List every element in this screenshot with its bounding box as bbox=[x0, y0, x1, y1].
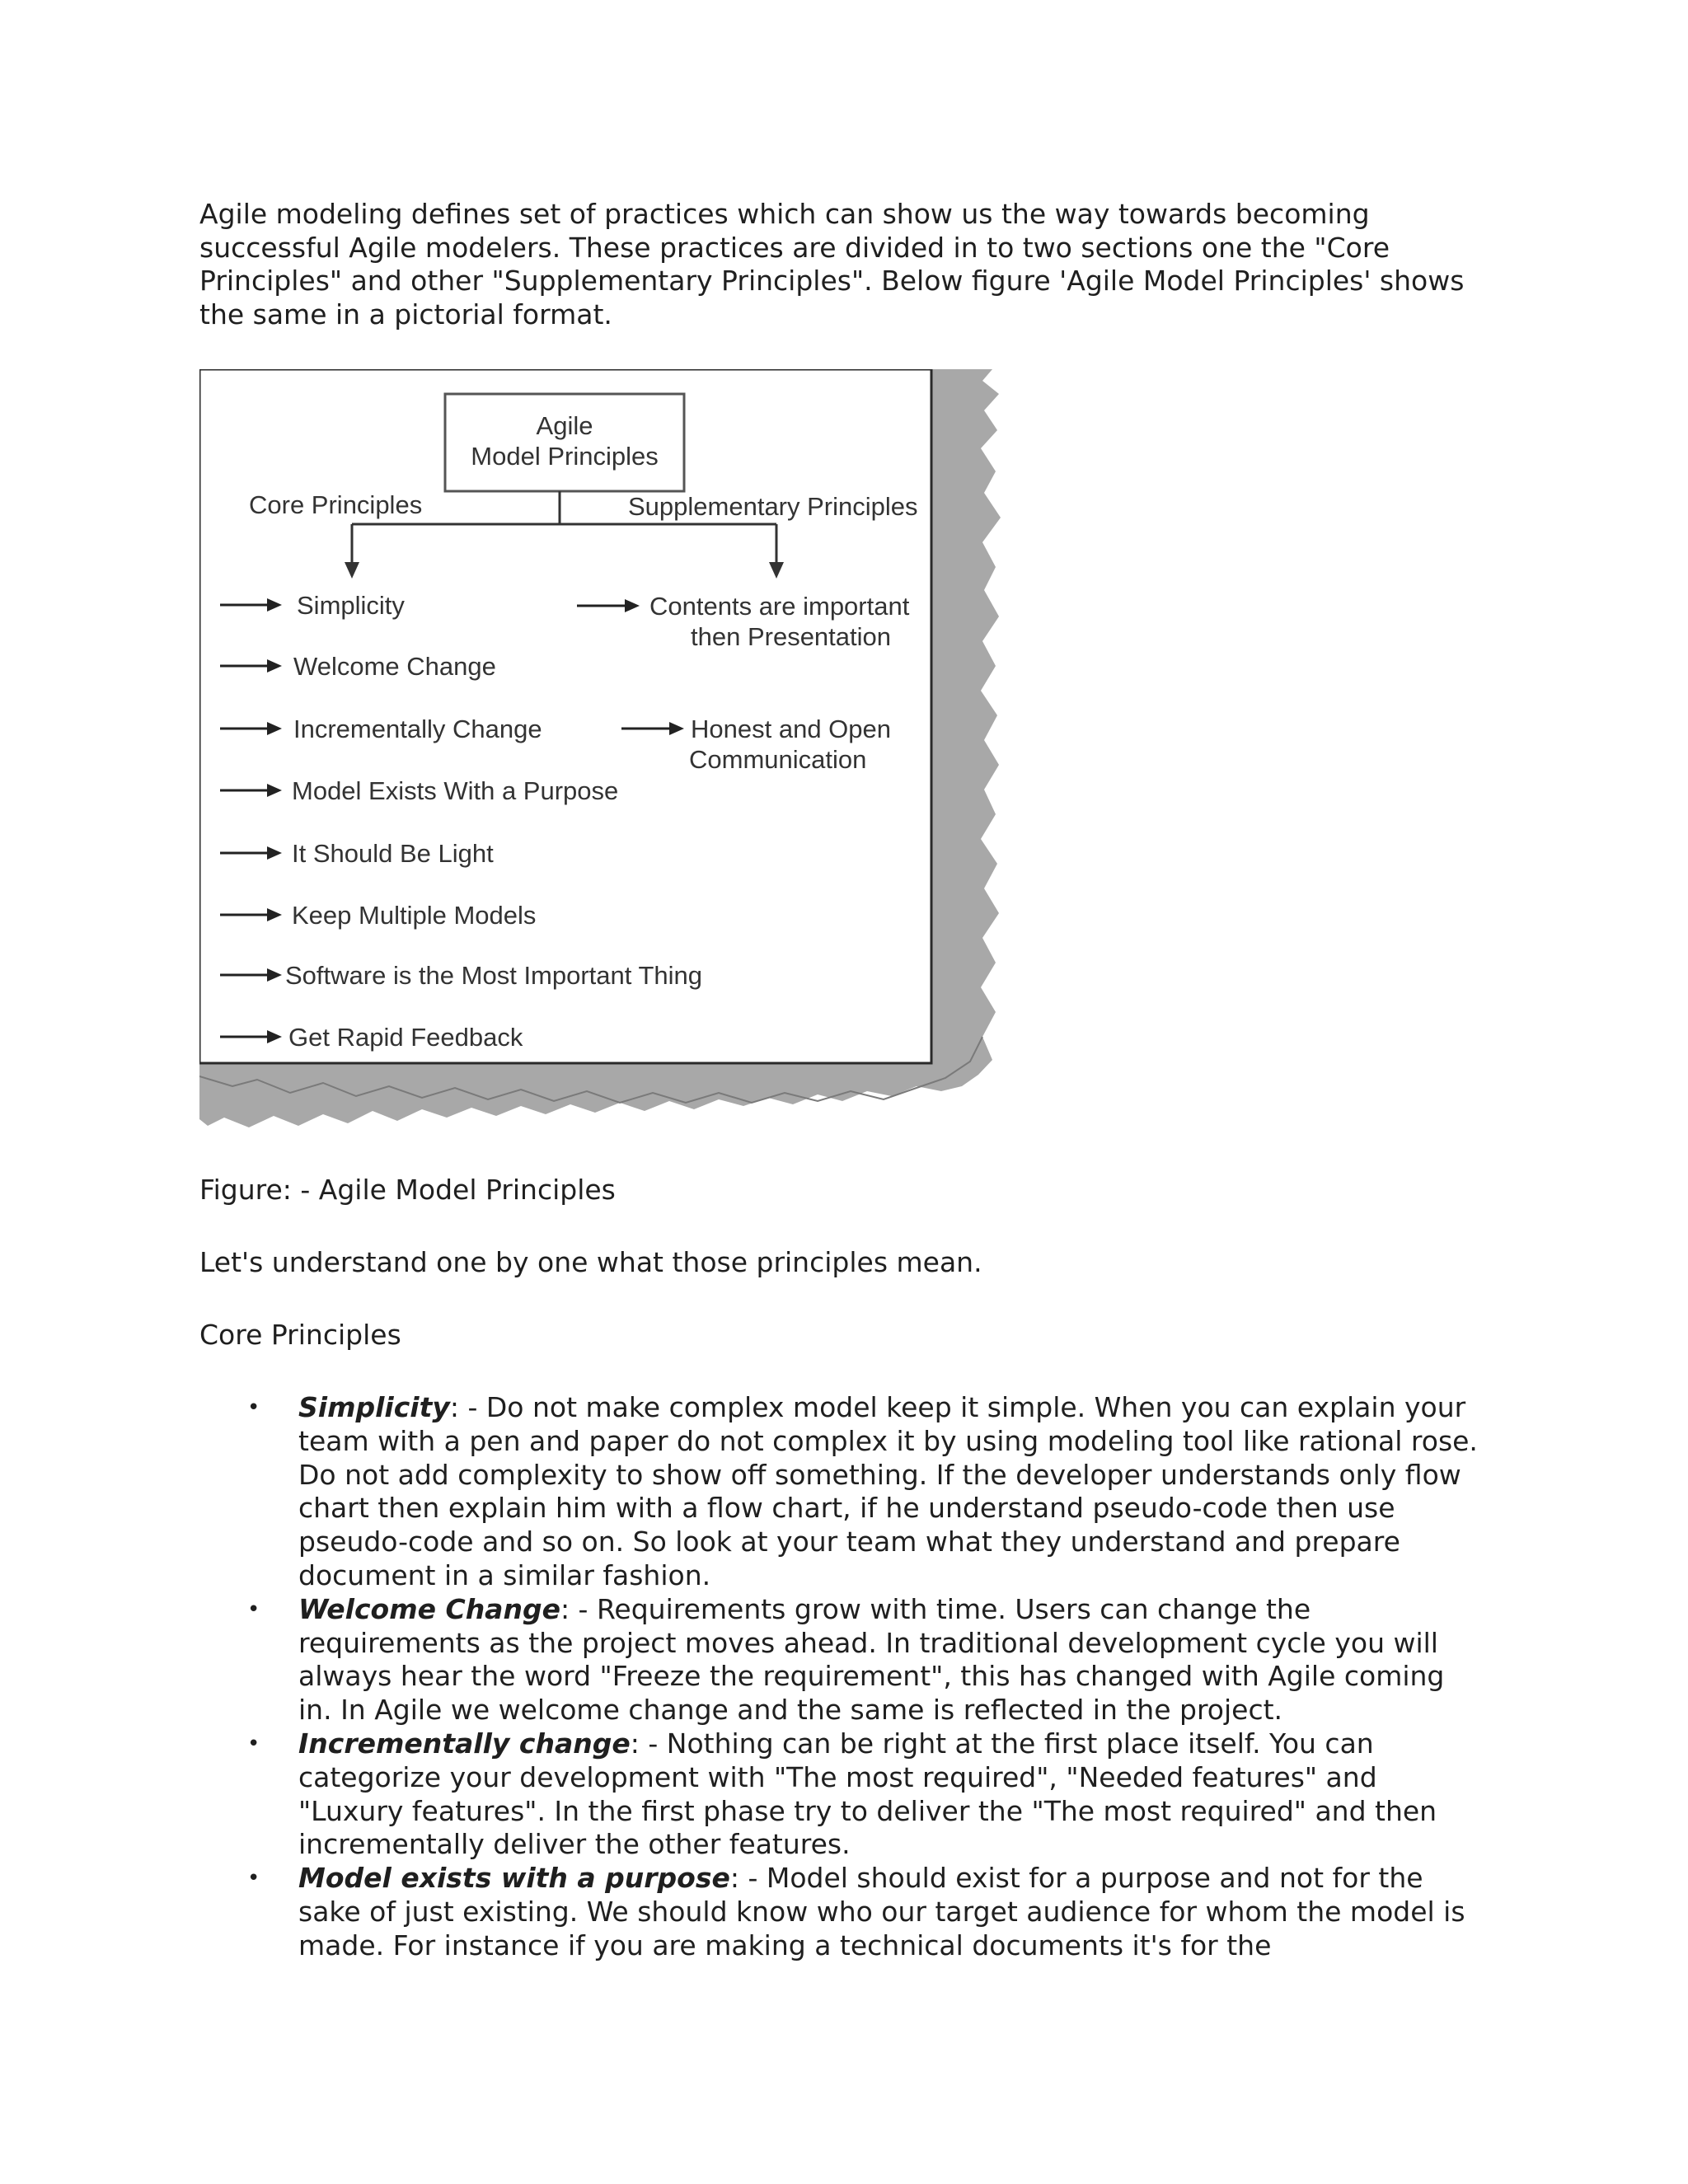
principle-term: Simplicity bbox=[298, 1391, 450, 1423]
agile-principles-figure bbox=[199, 369, 1003, 1132]
list-item bbox=[199, 1862, 1485, 1962]
core-item-label: It Should Be Light bbox=[292, 839, 494, 868]
principles-list bbox=[199, 1391, 1485, 1963]
principle-description: : - Model should exist for a purpose and not for the sake of just existing. We should know who our target audience for whom the model is made. For instance if you are making a technical documents it's for the bbox=[298, 1862, 1465, 1961]
core-item-label: Model Exists With a Purpose bbox=[292, 776, 619, 805]
bullet-icon: • bbox=[247, 1395, 260, 1420]
core-item-label: Simplicity bbox=[297, 591, 405, 620]
title-line-2: Model Principles bbox=[471, 442, 659, 471]
supplementary-item-line-1: Contents are important bbox=[649, 592, 910, 621]
supplementary-item-line-1: Honest and Open bbox=[691, 715, 892, 743]
principle-term: Model exists with a purpose bbox=[298, 1862, 730, 1895]
figure-caption: Figure: - Agile Model Principles bbox=[199, 1174, 616, 1206]
core-item-label: Incrementally Change bbox=[293, 715, 542, 743]
principle-description: : - Requirements grow with time. Users can change the requirements as the project moves ahead. In traditional development cycle you will always hear the word "Freeze the requirement", this has changed with Agile coming in. In Agile we welcome change and the same is reflected in the project. bbox=[298, 1592, 1445, 1727]
principle-term: Incrementally change bbox=[298, 1727, 631, 1760]
understand-sentence: Let's understand one by one what those principles mean. bbox=[199, 1246, 982, 1278]
core-item-label: Keep Multiple Models bbox=[292, 901, 537, 930]
core-item-label: Get Rapid Feedback bbox=[288, 1023, 523, 1052]
core-principles-label: Core Principles bbox=[249, 490, 423, 519]
list-item bbox=[199, 1593, 1485, 1727]
principle-description: : - Nothing can be right at the first place itself. You can categorize your development with "The most required", "Needed features" and "Luxury features". In the first phase try to deliver the "The most required" and then incrementally deliver the other features. bbox=[298, 1727, 1437, 1861]
figure-svg bbox=[199, 369, 1003, 1132]
core-item-label: Welcome Change bbox=[293, 652, 496, 681]
principle-description: : - Do not make complex model keep it simple. When you can explain your team with a pen and paper do not complex it by using modeling tool like rational rose. Do not add complexity to show off something. If the developer understands only flow chart then explain him with a flow chart, if he understand pseudo-code then use pseudo-code and so on. So look at your team what they understand and prepare document in a similar fashion. bbox=[298, 1391, 1478, 1591]
list-item bbox=[199, 1727, 1485, 1862]
principle-term: Welcome Change bbox=[298, 1592, 560, 1625]
supplementary-item-line-2: Communication bbox=[689, 745, 867, 774]
bullet-icon: • bbox=[247, 1596, 260, 1622]
supplementary-principles-label: Supplementary Principles bbox=[628, 492, 918, 521]
list-item bbox=[199, 1391, 1485, 1593]
title-line-1: Agile bbox=[536, 411, 593, 440]
core-item-label: Software is the Most Important Thing bbox=[285, 961, 702, 990]
intro-paragraph: Agile modeling defines set of practices which can show us the way towards becoming successful Agile modelers. These practices are divided in to two sections one the "Core Principles" and other "Supplementary Principles". Below figure 'Agile Model Principles' shows the same in a pictorial format. bbox=[199, 198, 1465, 330]
bullet-icon: • bbox=[247, 1731, 260, 1756]
core-principles-heading: Core Principles bbox=[199, 1319, 401, 1351]
bullet-icon: • bbox=[247, 1866, 260, 1891]
core-item-row bbox=[220, 961, 702, 990]
supplementary-item-line-2: then Presentation bbox=[691, 622, 892, 651]
